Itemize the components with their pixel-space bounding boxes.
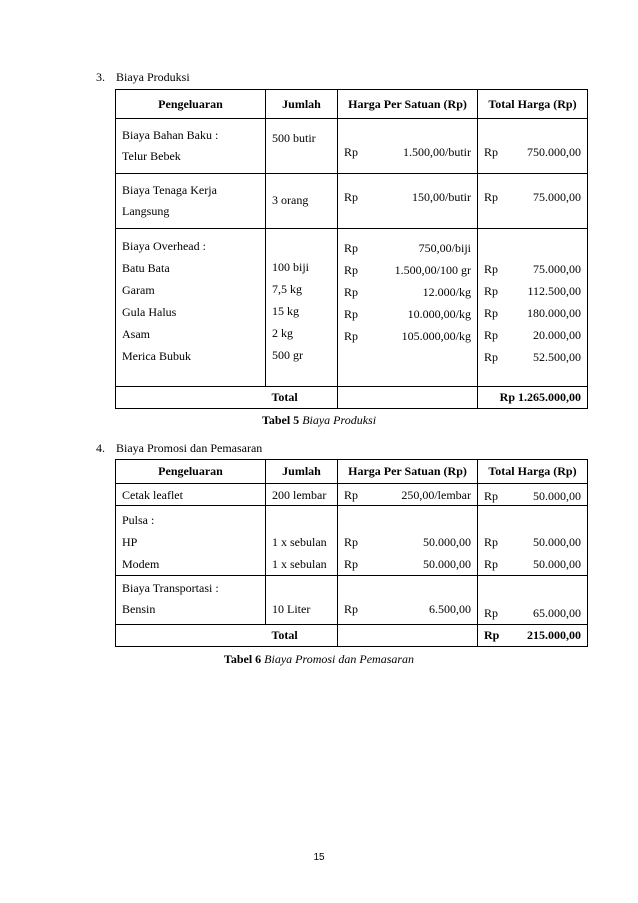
cell-text: 7,5 kg: [272, 282, 302, 296]
cell-text: Cetak leaflet: [122, 488, 183, 502]
table-row: [116, 119, 588, 174]
price-line: [344, 509, 471, 531]
cell-empty: [116, 625, 266, 647]
table-row: [116, 174, 588, 229]
caption-label: Tabel 5: [261, 413, 300, 427]
total-row: [116, 387, 588, 409]
total-line: [484, 280, 581, 302]
price-line: [344, 144, 471, 160]
currency: Rp: [484, 262, 499, 276]
amount: 750,00/biji: [418, 241, 471, 255]
cell-jumlah: [266, 506, 338, 576]
amount: 215.000,00: [527, 628, 581, 642]
cell-text: 10 Liter: [272, 602, 311, 616]
amount: 112.500,00: [527, 284, 581, 298]
cell-text: 3 orang: [272, 193, 309, 207]
total-line: [484, 144, 581, 160]
cell-pengeluaran: [116, 174, 266, 229]
cell-total: [478, 229, 588, 387]
amount: 50.000,00: [533, 557, 581, 571]
header-harga-per-satuan: Harga Per Satuan (Rp): [338, 90, 478, 119]
caption-text: Biaya Promosi dan Pemasaran: [264, 652, 415, 666]
price-line: [344, 599, 471, 620]
cell-total: [478, 484, 588, 506]
table-6-caption: [0, 652, 638, 667]
cell-total: [478, 174, 588, 229]
header-pengeluaran: Pengeluaran: [116, 460, 266, 484]
currency: Rp: [484, 628, 500, 642]
currency: Rp: [344, 263, 359, 277]
cell-text: Langsung: [122, 204, 170, 218]
total-value: [478, 625, 588, 647]
total-line: [484, 258, 581, 280]
currency: Rp: [344, 241, 359, 255]
currency: Rp: [344, 557, 359, 571]
total-line: [484, 346, 581, 368]
cell-empty: [338, 625, 478, 647]
cell-text: HP: [122, 535, 138, 549]
amount: 20.000,00: [533, 328, 581, 342]
cell-text: 1 x sebulan: [272, 557, 327, 571]
amount: 50.000,00: [533, 535, 581, 549]
amount: 250,00/lembar: [401, 488, 471, 502]
amount: 75.000,00: [533, 190, 581, 204]
cell-text: 500 gr: [272, 348, 303, 362]
currency: Rp: [484, 328, 499, 342]
cell-jumlah: [266, 119, 338, 174]
price-line: [344, 189, 471, 205]
header-harga-per-satuan: Harga Per Satuan (Rp): [338, 460, 478, 484]
currency: Rp: [344, 285, 359, 299]
price-line: [344, 325, 471, 347]
table-row: [116, 506, 588, 576]
total-line: [484, 488, 581, 504]
amount: 1.500,00/butir: [403, 145, 471, 159]
caption-text: Biaya Produksi: [302, 413, 377, 427]
currency: Rp: [484, 306, 499, 320]
cell-harga: [338, 229, 478, 387]
price-line: [344, 531, 471, 553]
currency: Rp: [344, 145, 359, 159]
cell-jumlah: [266, 484, 338, 506]
currency: Rp: [484, 557, 499, 571]
cell-harga: [338, 119, 478, 174]
header-total-harga: Total Harga (Rp): [478, 90, 588, 119]
amount: 52.500,00: [533, 350, 581, 364]
price-line: [344, 281, 471, 303]
header-pengeluaran: Pengeluaran: [116, 90, 266, 119]
cell-text: Telur Bebek: [122, 149, 181, 163]
cell-text: Garam: [122, 283, 155, 297]
currency: Rp: [484, 145, 499, 159]
cell-text: Biaya Tenaga Kerja: [122, 183, 217, 197]
amount: 1.500,00/100 gr: [394, 263, 471, 277]
amount: 180.000,00: [527, 306, 581, 320]
table-biaya-promosi: [115, 459, 588, 647]
currency: Rp: [344, 190, 359, 204]
caption-label: Tabel 6: [223, 652, 262, 666]
cell-harga: [338, 484, 478, 506]
amount: 12.000/kg: [422, 285, 471, 299]
cell-harga: [338, 174, 478, 229]
cell-text: Biaya Transportasi :: [122, 581, 219, 595]
cell-text: 2 kg: [272, 326, 293, 340]
currency: Rp: [344, 602, 359, 616]
table-row: [116, 576, 588, 625]
cell-text: Modem: [122, 557, 160, 571]
cell-text: Asam: [122, 327, 150, 341]
amount: 50.000,00: [423, 557, 471, 571]
currency: Rp: [484, 535, 499, 549]
currency: Rp: [484, 350, 499, 364]
cell-text: Batu Bata: [122, 261, 170, 275]
table-5-caption: [0, 413, 638, 428]
price-line: [344, 303, 471, 325]
amount: 75.000,00: [533, 262, 581, 276]
cell-text: 15 kg: [272, 304, 299, 318]
price-line: [344, 259, 471, 281]
cell-text: Gula Halus: [122, 305, 177, 319]
price-line: [344, 237, 471, 259]
cell-text: Bensin: [122, 602, 156, 616]
cell-pengeluaran: [116, 484, 266, 506]
cell-pengeluaran: [116, 119, 266, 174]
cell-text: Pulsa :: [122, 513, 155, 527]
table-biaya-produksi: [115, 89, 588, 409]
currency: Rp: [344, 307, 359, 321]
cell-pengeluaran: [116, 229, 266, 387]
section-number: 3.: [96, 70, 105, 84]
currency: Rp: [484, 284, 499, 298]
cell-total: [478, 506, 588, 576]
currency: Rp: [344, 329, 359, 343]
header-total-harga: Total Harga (Rp): [478, 460, 588, 484]
amount: 10.000,00/kg: [407, 307, 471, 321]
total-line: [484, 582, 581, 603]
section-title: Biaya Promosi dan Pemasaran: [116, 441, 263, 455]
section-title: Biaya Produksi: [116, 70, 190, 84]
amount: 105.000,00/kg: [401, 329, 471, 343]
total-line: [484, 324, 581, 346]
currency: Rp: [344, 535, 359, 549]
cell-text: [272, 509, 331, 531]
currency: Rp: [344, 488, 359, 502]
cell-text: Merica Bubuk: [122, 349, 191, 363]
cell-text: 100 biji: [272, 260, 310, 274]
total-line: [484, 302, 581, 324]
cell-total: [478, 119, 588, 174]
price-line: [344, 487, 471, 503]
amount: 750.000,00: [527, 145, 581, 159]
header-jumlah: Jumlah: [266, 90, 338, 119]
total-row: [116, 625, 588, 647]
total-line: [484, 509, 581, 531]
section-4-heading: [96, 441, 262, 456]
cell-text: 200 lembar: [272, 488, 327, 502]
table-header-row: [116, 460, 588, 484]
page-number: 15: [313, 852, 325, 863]
currency: Rp: [484, 190, 499, 204]
cell-jumlah: [266, 576, 338, 625]
cell-harga: [338, 506, 478, 576]
total-line: [484, 531, 581, 553]
amount: 50.000,00: [423, 535, 471, 549]
cell-pengeluaran: [116, 506, 266, 576]
price-line: [344, 578, 471, 599]
total-label: Total: [266, 625, 338, 647]
cell-pengeluaran: [116, 576, 266, 625]
cell-harga: [338, 576, 478, 625]
cell-total: [478, 576, 588, 625]
section-3-heading: [96, 70, 190, 85]
amount: 65.000,00: [533, 606, 581, 620]
cell-text: [272, 578, 331, 599]
cell-empty: [116, 387, 266, 409]
table-row: [116, 484, 588, 506]
price-line: [344, 553, 471, 575]
header-jumlah: Jumlah: [266, 460, 338, 484]
cell-text: 1 x sebulan: [272, 535, 327, 549]
table-row: [116, 229, 588, 387]
amount: 6.500,00: [429, 602, 471, 616]
amount: 150,00/butir: [412, 190, 471, 204]
currency: Rp: [484, 489, 499, 503]
cell-text: 500 butir: [272, 131, 316, 145]
cell-jumlah: [266, 229, 338, 387]
total-line: [484, 603, 581, 624]
total-line: [484, 189, 581, 205]
currency: Rp: [484, 606, 499, 620]
amount: 50.000,00: [533, 489, 581, 503]
section-number: 4.: [96, 441, 105, 455]
total-label: Total: [266, 387, 338, 409]
cell-text: Biaya Bahan Baku :: [122, 128, 219, 142]
cell-empty: [338, 387, 478, 409]
total-value: Rp 1.265.000,00: [478, 387, 588, 409]
total-line: [484, 628, 581, 643]
table-header-row: [116, 90, 588, 119]
cell-jumlah: [266, 174, 338, 229]
total-line: [484, 553, 581, 575]
cell-text: Biaya Overhead :: [122, 239, 206, 253]
